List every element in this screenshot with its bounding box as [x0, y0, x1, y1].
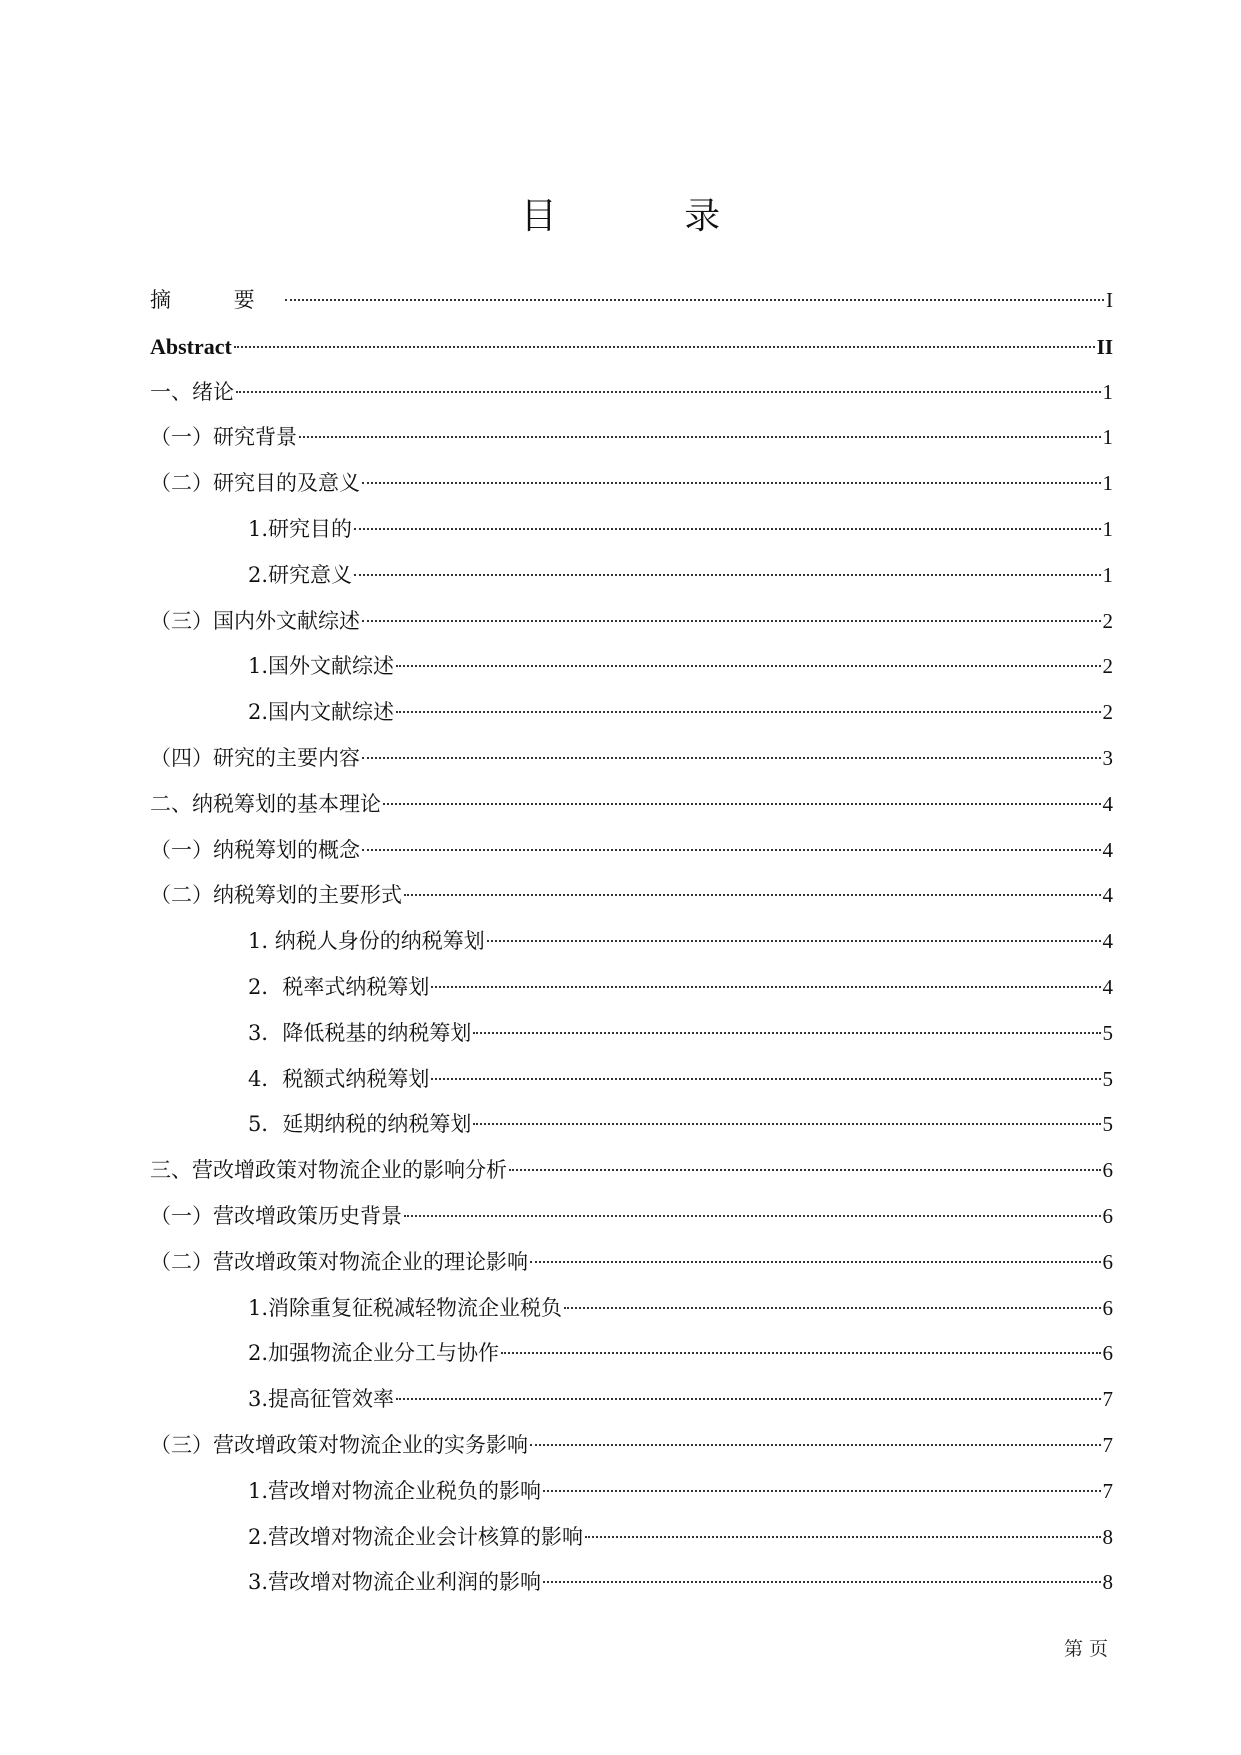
- toc-entry-label: 2.研究意义: [248, 562, 353, 587]
- toc-entry[interactable]: [150, 736, 1113, 782]
- toc-entry-page-number: II: [1096, 334, 1113, 359]
- toc-dot-leader: [585, 1536, 1100, 1538]
- toc-entry-page-number: 1: [1102, 379, 1113, 404]
- toc-entry-page-number: 7: [1102, 1387, 1113, 1412]
- toc-entry-page-number: 6: [1102, 1295, 1113, 1320]
- toc-entry[interactable]: [150, 644, 1113, 690]
- toc-entry-label: 2.加强物流企业分工与协作: [248, 1341, 500, 1366]
- toc-entry[interactable]: [150, 919, 1113, 965]
- toc-entry[interactable]: [150, 415, 1113, 461]
- toc-entry[interactable]: [150, 1515, 1113, 1561]
- toc-entry[interactable]: [150, 370, 1113, 416]
- toc-entry-label: （一）纳税筹划的概念: [150, 837, 360, 862]
- toc-dot-leader: [543, 1581, 1100, 1583]
- toc-dot-leader: [362, 849, 1101, 851]
- toc-entry-label: 3.营改增对物流企业利润的影响: [248, 1570, 542, 1595]
- toc-entry[interactable]: [150, 1423, 1113, 1469]
- toc-entry-page-number: 3: [1102, 745, 1113, 770]
- toc-entry-page-number: 2: [1102, 654, 1113, 679]
- toc-dot-leader: [362, 620, 1101, 622]
- toc-entry[interactable]: [150, 1011, 1113, 1057]
- table-of-contents: [150, 278, 1113, 1606]
- toc-entry-page-number: 1: [1102, 562, 1113, 587]
- toc-dot-leader: [383, 803, 1101, 805]
- toc-dot-leader: [396, 665, 1100, 667]
- toc-dot-leader: [362, 757, 1101, 759]
- toc-entry[interactable]: [150, 782, 1113, 828]
- toc-entry-page-number: 6: [1102, 1158, 1113, 1183]
- toc-dot-leader: [236, 391, 1101, 393]
- toc-entry-label: （二）纳税筹划的主要形式: [150, 883, 402, 908]
- toc-entry-label: 1.消除重复征税减轻物流企业税负: [248, 1295, 563, 1320]
- toc-entry-page-number: 1: [1102, 516, 1113, 541]
- toc-entry-page-number: 8: [1102, 1570, 1113, 1595]
- toc-dot-leader: [404, 1215, 1101, 1217]
- toc-dot-leader: [501, 1352, 1100, 1354]
- toc-entry[interactable]: [150, 553, 1113, 599]
- toc-dot-leader: [362, 482, 1101, 484]
- toc-entry-page-number: 6: [1102, 1203, 1113, 1228]
- toc-entry-page-number: 2: [1102, 608, 1113, 633]
- toc-entry[interactable]: [150, 1148, 1113, 1194]
- toc-entry-label: 2.营改增对物流企业会计核算的影响: [248, 1524, 584, 1549]
- toc-entry-label: （一）研究背景: [150, 425, 297, 450]
- toc-dot-leader: [487, 940, 1101, 942]
- toc-dot-leader: [396, 1398, 1100, 1400]
- toc-entry-page-number: 5: [1102, 1020, 1113, 1045]
- toc-entry[interactable]: [150, 507, 1113, 553]
- toc-entry-page-number: 7: [1102, 1478, 1113, 1503]
- toc-dot-leader: [530, 1261, 1101, 1263]
- toc-entry[interactable]: [150, 324, 1113, 370]
- toc-entry-label: 一、绪论: [150, 379, 234, 404]
- toc-dot-leader: [473, 1123, 1100, 1125]
- toc-entry-label: （一）营改增政策历史背景: [150, 1203, 402, 1228]
- toc-entry-page-number: 2: [1102, 700, 1113, 725]
- toc-dot-leader: [396, 711, 1100, 713]
- toc-entry-label: 1. 纳税人身份的纳税筹划: [248, 929, 485, 954]
- toc-entry[interactable]: [150, 873, 1113, 919]
- toc-entry-page-number: 6: [1102, 1249, 1113, 1274]
- toc-entry[interactable]: [150, 965, 1113, 1011]
- toc-entry[interactable]: [150, 1286, 1113, 1332]
- toc-entry-label: 1.营改增对物流企业税负的影响: [248, 1478, 542, 1503]
- toc-entry-page-number: I: [1106, 288, 1113, 312]
- toc-entry-label: 1.国外文献综述: [248, 654, 395, 679]
- toc-entry-label: 三、营改增政策对物流企业的影响分析: [150, 1158, 507, 1183]
- toc-entry-page-number: 4: [1102, 974, 1113, 999]
- toc-entry[interactable]: [150, 1240, 1113, 1286]
- toc-entry-label: 3.提高征管效率: [248, 1387, 395, 1412]
- toc-dot-leader: [543, 1490, 1100, 1492]
- toc-entry-label: 2.国内文献综述: [248, 700, 395, 725]
- toc-entry-label: （三）国内外文献综述: [150, 608, 360, 633]
- toc-entry-page-number: 1: [1102, 425, 1113, 450]
- toc-entry-label: （二）研究目的及意义: [150, 471, 360, 496]
- toc-entry-page-number: 5: [1102, 1066, 1113, 1091]
- toc-entry[interactable]: [150, 1560, 1113, 1606]
- toc-dot-leader: [354, 528, 1100, 530]
- toc-dot-leader: [564, 1307, 1100, 1309]
- toc-entry[interactable]: [150, 461, 1113, 507]
- toc-entry[interactable]: [150, 1194, 1113, 1240]
- toc-entry-page-number: 8: [1102, 1524, 1113, 1549]
- toc-entry-label: 二、纳税筹划的基本理论: [150, 791, 381, 816]
- toc-entry-page-number: 4: [1102, 837, 1113, 862]
- toc-dot-leader: [530, 1444, 1101, 1446]
- toc-entry[interactable]: [150, 1469, 1113, 1515]
- toc-dot-leader: [354, 574, 1100, 576]
- toc-entry[interactable]: [150, 278, 1113, 324]
- toc-entry-label: 5．延期纳税的纳税筹划: [248, 1112, 472, 1137]
- toc-entry[interactable]: [150, 828, 1113, 874]
- toc-entry[interactable]: [150, 1377, 1113, 1423]
- toc-dot-leader: [509, 1169, 1101, 1171]
- toc-dot-leader: [431, 986, 1100, 988]
- toc-entry-page-number: 7: [1102, 1432, 1113, 1457]
- toc-entry-label: Abstract: [150, 333, 232, 359]
- toc-entry-page-number: 4: [1102, 929, 1113, 954]
- toc-dot-leader: [404, 894, 1101, 896]
- toc-entry[interactable]: [150, 1057, 1113, 1103]
- toc-entry-page-number: 1: [1102, 471, 1113, 496]
- toc-dot-leader: [299, 436, 1101, 438]
- toc-entry-label: （三）营改增政策对物流企业的实务影响: [150, 1432, 528, 1457]
- toc-dot-leader: [473, 1032, 1100, 1034]
- toc-entry[interactable]: [150, 1102, 1113, 1148]
- toc-entry-label: 1.研究目的: [248, 516, 353, 541]
- toc-entry-page-number: 5: [1102, 1112, 1113, 1137]
- toc-entry-page-number: 6: [1102, 1341, 1113, 1366]
- toc-entry[interactable]: [150, 690, 1113, 736]
- toc-entry-page-number: 4: [1102, 791, 1113, 816]
- toc-entry-label: 2．税率式纳税筹划: [248, 974, 430, 999]
- toc-dot-leader: [234, 346, 1095, 348]
- toc-entry-label: 4．税额式纳税筹划: [248, 1066, 430, 1091]
- toc-entry-label: （二）营改增政策对物流企业的理论影响: [150, 1249, 528, 1274]
- page-title: 目 录: [520, 196, 779, 237]
- toc-entry-page-number: 4: [1102, 883, 1113, 908]
- toc-entry-label: 摘 要: [150, 288, 283, 312]
- toc-entry[interactable]: [150, 599, 1113, 645]
- page-footer: 第 页: [1064, 1638, 1109, 1660]
- toc-entry-label: 3．降低税基的纳税筹划: [248, 1020, 472, 1045]
- toc-dot-leader: [431, 1078, 1100, 1080]
- toc-dot-leader: [285, 299, 1104, 301]
- toc-entry[interactable]: [150, 1331, 1113, 1377]
- toc-entry-label: （四）研究的主要内容: [150, 745, 360, 770]
